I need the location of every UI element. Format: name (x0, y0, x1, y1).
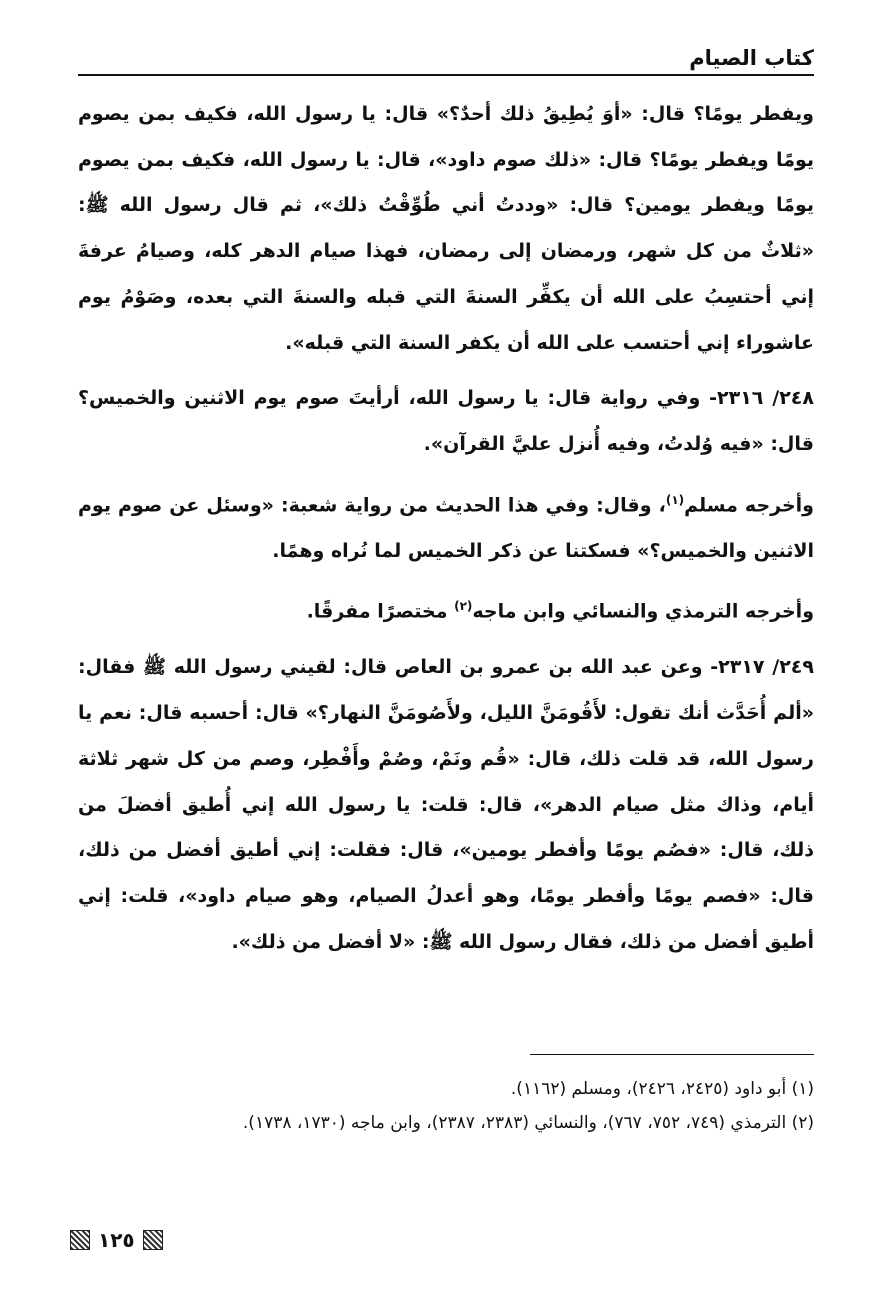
tirmidhi-note-text-end: مختصرًا مفرقًا. (306, 600, 455, 623)
muslim-note-text-start: وأخرجه مسلم (684, 493, 814, 516)
paragraph-hadith-2317: ٢٤٩/ ٢٣١٧- وعن عبد الله بن عمرو بن العاص قال: لقيني رسول الله ﷺ فقال: «ألم أُحَدَّث أنك تقول: لأَقُومَنَّ الليل، ولأَصُومَنَّ النهار؟» قال: أحسبه قال: نعم يا رسول الله، قد قلت ذلك، قال: «قُم ونَمْ، وصُمْ وأَفْطِر، وصم من كل شهر ثلاثة أيام، وذاك مثل صيام الدهر»، قال: قلت: يا رسول الله إني أُطيق أفضلَ من ذلك، قال: «فصُم يومًا وأفطر يومين»، قال: فقلت: إني أطيق أفضل من ذلك، قال: «فصم يومًا وأفطر يومًا، وهو أعدلُ الصيام، وهو صيام داود»، قلت: إني أطيق أفضل من ذلك، فقال رسول الله ﷺ: «لا أفضل من ذلك». (78, 656, 814, 953)
paragraph-muslim-note (78, 478, 814, 575)
ornament-icon (70, 1230, 90, 1250)
paragraph-tirmidhi-note (78, 584, 814, 635)
running-header (78, 40, 814, 76)
tirmidhi-note-text-start: وأخرجه الترمذي والنسائي وابن ماجه (472, 600, 814, 623)
ornament-icon (143, 1230, 163, 1250)
page-number-block (70, 1228, 163, 1252)
footnote-divider (530, 1054, 814, 1055)
footnote-ref-1[interactable]: (١) (665, 492, 685, 507)
page-number: ١٢٥ (98, 1228, 135, 1252)
muslim-note-text-end: ، وقال: وفي هذا الحديث من رواية شعبة: «وسئل عن صوم يوم الاثنين والخميس؟» فسكتنا عن ذكر الخميس لما نُراه وهمًا. (78, 493, 814, 562)
footnote-2: (٢) الترمذي (٧٤٩، ٧٥٢، ٧٦٧)، والنسائي (٢٣٨٣، ٢٣٨٧)، وابن ماجه (١٧٣٠، ١٧٣٨). (242, 1113, 814, 1133)
paragraph-hadith-continuation: ويفطر يومًا؟ قال: «أوَ يُطِيقُ ذلك أحدٌ؟» قال: يا رسول الله، فكيف بمن يصوم يومًا ويفطر يومًا؟ قال: «ذلك صوم داود»، قال: يا رسول الله، فكيف بمن يصوم يومًا ويفطر يومين؟ قال: «وددتُ أني طُوِّقْتُ ذلك»، ثم قال رسول الله ﷺ: «ثلاثٌ من كل شهر، ورمضان إلى رمضان، فهذا صيام الدهر كله، وصيامُ عرفةَ إني أحتسِبُ على الله أن يكفِّر السنةَ التي قبله والسنةَ التي بعده، وصَوْمُ يوم عاشوراء إني أحتسب على الله أن يكفر السنة التي قبله». (78, 103, 814, 354)
footnote-1: (١) أبو داود (٢٤٢٥، ٢٤٢٦)، ومسلم (١١٦٢). (510, 1079, 814, 1099)
footnotes (78, 1072, 814, 1140)
chapter-title: كتاب الصيام (689, 46, 814, 70)
paragraph-hadith-2316: ٢٤٨/ ٢٣١٦- وفي رواية قال: يا رسول الله، أرأيتَ صوم يوم الاثنين والخميس؟ قال: «فيه وُلدتُ، وفيه أُنزل عليَّ القرآن». (78, 387, 814, 455)
footnote-ref-2[interactable]: (٢) (454, 599, 473, 614)
main-text (78, 92, 814, 965)
